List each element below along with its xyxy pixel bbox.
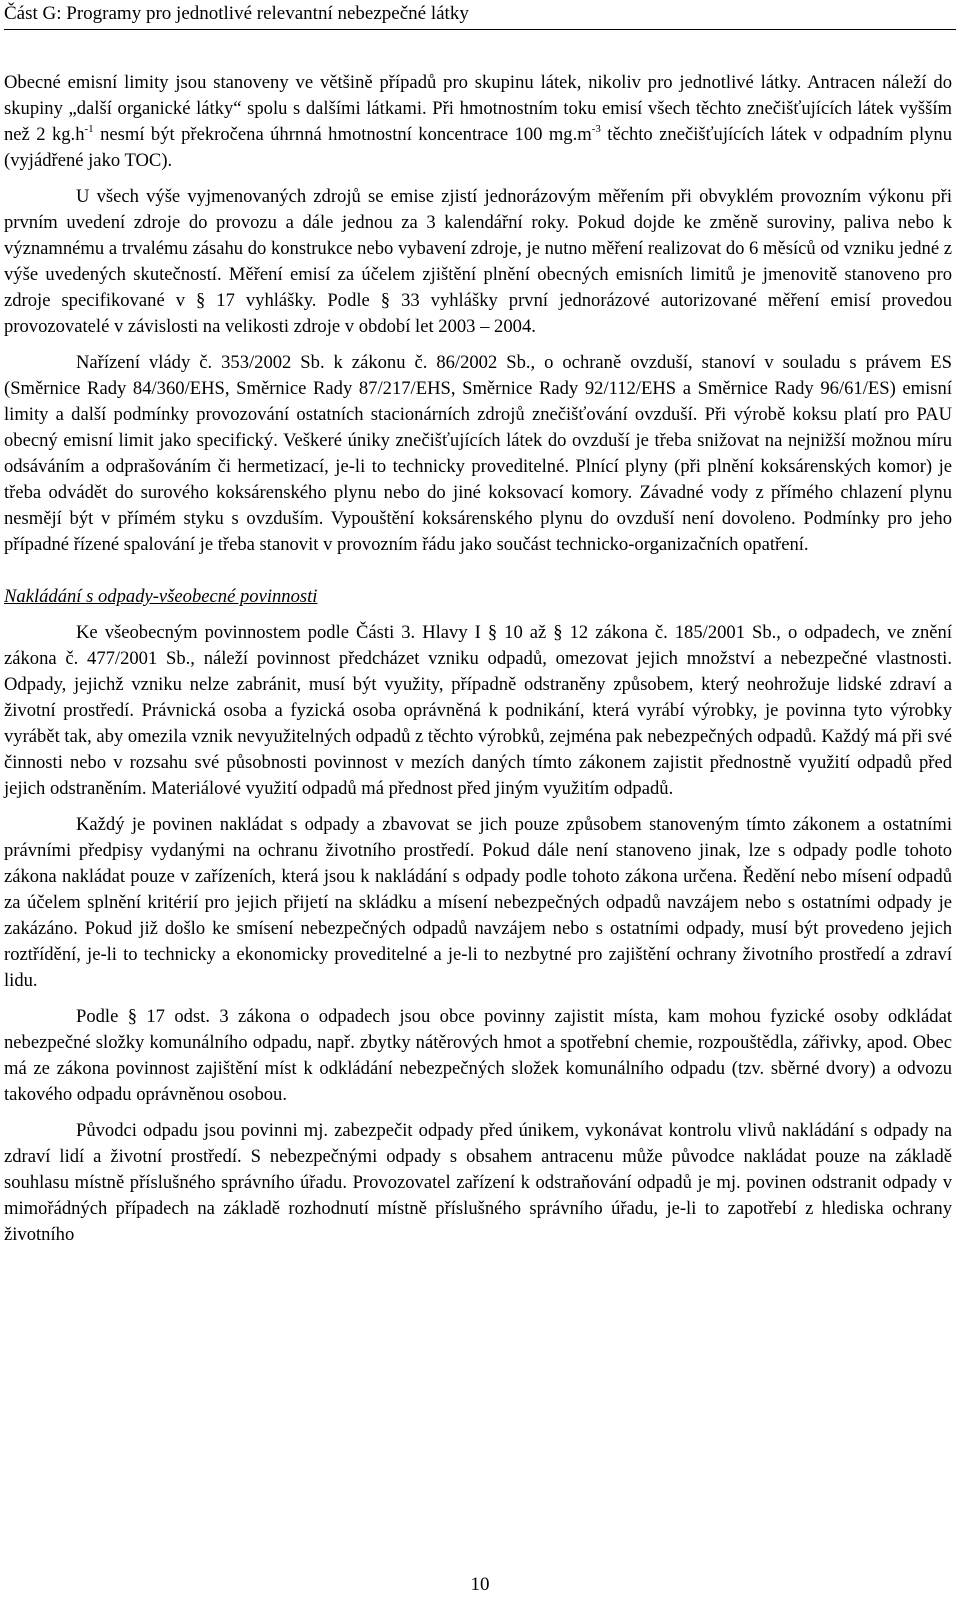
document-body bbox=[4, 70, 952, 1258]
superscript: -3 bbox=[591, 123, 601, 135]
paragraph-measurement: U všech výše vyjmenovaných zdrojů se emise zjistí jednorázovým měřením při obvyklém provozním výkonu při prvním uvedení zdroje do provozu a dále jednou za 3 kalendářní roky. Pokud dojde ke změně suroviny, paliva nebo k významnému a trvalému zásahu do konstrukce nebo vybavení zdroje, je nutno měření realizovat do 6 měsíců od vzniku jedné z výše uvedených skutečností. Měření emisí za účelem zjištění plnění obecných emisních limitů je jmenovitě stanoveno pro zdroje specifikované v § 17 vyhlášky. Podle § 33 vyhlášky první jednorázové autorizované měření emisí provedou provozovatelé v závislosti na velikosti zdroje v období let 2003 – 2004. bbox=[4, 186, 952, 337]
paragraph-general-obligations: Ke všeobecným povinnostem podle Části 3. Hlavy I § 10 až § 12 zákona č. 185/2001 Sb., o odpadech, ve znění zákona č. 477/2001 Sb., náleží povinnost předcházet vzniku odpadů, omezovat jejich množství a nebezpečné vlastnosti. Odpady, jejichž vzniku nelze zabránit, musí být využity, případně odstraněny způsobem, který neohrožuje lidské zdraví a životní prostředí. Právnická osoba a fyzická osoba oprávněná k podnikání, která vyrábí výrobky, je povinna tyto výrobky vyrábět tak, aby omezila vznik nevyužitelných odpadů z těchto výrobků, zejména pak nebezpečných odpadů. Každý má při své činnosti nebo v rozsahu své působnosti povinnost v mezích daných tímto zákonem zajistit přednostně využití odpadů před jejich odstraněním. Materiálové využití odpadů má přednost před jiným využitím odpadů. bbox=[4, 622, 952, 799]
paragraph-government-regulation: Nařízení vlády č. 353/2002 Sb. k zákonu č. 86/2002 Sb., o ochraně ovzduší, stanoví v souladu s právem ES (Směrnice Rady 84/360/EHS, Směrnice Rady 87/217/EHS, Směrnice Rady 92/112/EHS a Směrnice Rady 96/61/ES) emisní limity a další podmínky provozování ostatních stacionárních zdrojů znečišťování ovzduší. Při výrobě koksu platí pro PAU obecný emisní limit jako specifický. Veškeré úniky znečišťujících látek do ovzduší je třeba snižovat na nejnižší možnou míru odsáváním a odprašováním či hermetizací, je-li to technicky proveditelné. Plnící plyny (při plnění koksárenských komor) je třeba odvádět do surového koksárenského plynu nebo do jiné koksovací komory. Závadné vody z přímého chlazení plynu nesmějí být v přímém styku s ovzduším. Vypouštění koksárenského plynu do ovzduší není dovoleno. Podmínky pro jeho případné řízené spalování je třeba stanovit v provozním řádu jako součást technicko-organizačních opatření. bbox=[4, 352, 952, 555]
paragraph-municipal-waste: Podle § 17 odst. 3 zákona o odpadech jsou obce povinny zajistit místa, kam mohou fyzické osoby odkládat nebezpečné složky komunálního odpadu, např. zbytky nátěrových hmot a spotřební chemie, rozpouštědla, zářivky, apod. Obec má ze zákona povinnost zajištění míst k odkládání nebezpečných složek komunálního odpadu (tzv. sběrné dvory) a odvozu takového odpadu oprávněnou osobou. bbox=[4, 1006, 952, 1105]
section-title-waste: Nakládání s odpady-všeobecné povinnosti bbox=[4, 586, 318, 607]
paragraph-emission-limits bbox=[4, 70, 952, 174]
paragraph-text: nesmí být překročena úhrnná hmotnostní koncentrace 100 mg.m bbox=[93, 124, 592, 145]
paragraph-waste-producers: Původci odpadu jsou povinni mj. zabezpečit odpady před únikem, vykonávat kontrolu vlivů nakládání s odpady na zdraví lidí a životní prostředí. S nebezpečnými odpady s obsahem antracenu může původce nakládat pouze na základě souhlasu místně příslušného správního úřadu. Provozovatel zařízení k odstraňování odpadů je mj. povinen odstranit odpady v mimořádných případech na základě rozhodnutí místně příslušného správního úřadu, je-li to zapotřebí z hlediska ochrany životního bbox=[4, 1120, 952, 1245]
paragraph-waste-handling: Každý je povinen nakládat s odpady a zbavovat se jich pouze způsobem stanoveným tímto zákonem a ostatními právními předpisy vydanými na ochranu životního prostředí. Pokud dále není stanoveno jinak, lze s odpady podle tohoto zákona nakládat pouze v zařízeních, která jsou k nakládání s odpady podle tohoto zákona určena. Ředění nebo mísení odpadů za účelem splnění kritérií pro jejich přijetí na skládku a mísení nebezpečných odpadů navzájem nebo s ostatními odpady je zakázáno. Pokud již došlo ke smísení nebezpečných odpadů navzájem nebo s ostatními odpady, musí být provedeno jejich roztřídění, je-li to technicky a ekonomicky proveditelné a je-li to nezbytné pro zajištění ochrany životního prostředí a zdraví lidu. bbox=[4, 814, 952, 991]
paragraph-text: těchto znečišťujících látek v odpadním plynu (vyjádřené jako TOC). bbox=[4, 124, 952, 171]
page-number: 10 bbox=[470, 1574, 490, 1595]
paragraph-text: Obecné emisní limity jsou stanoveny ve většině případů pro skupinu látek, nikoliv pro jednotlivé látky. Antracen náleží do skupiny „další organické látky“ spolu s dalšími látkami. Při hmotnostním toku emisí všech těchto znečišťujících látek vyšším než 2 kg.h bbox=[4, 72, 952, 145]
superscript: -1 bbox=[84, 123, 94, 135]
page-header: Část G: Programy pro jednotlivé relevantní nebezpečné látky bbox=[4, 3, 956, 30]
